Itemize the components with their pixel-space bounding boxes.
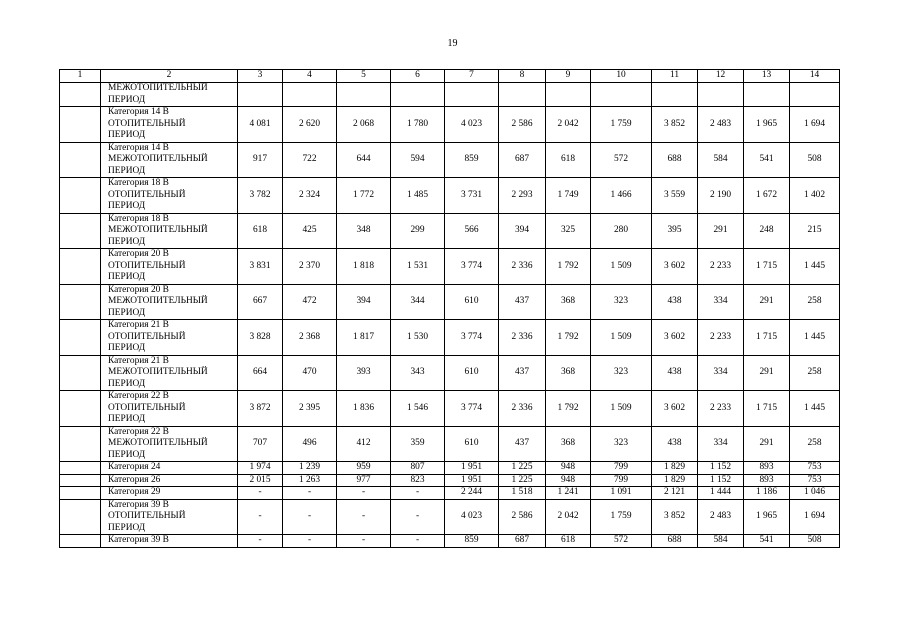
column-header-row [60, 70, 840, 83]
row-label-line: Категория 18 В [108, 213, 169, 224]
value-cell: 541 [744, 535, 790, 548]
value-cell: 584 [698, 535, 744, 548]
value-cell: 280 [591, 213, 652, 249]
value-cell: 508 [790, 142, 840, 178]
value-cell: - [283, 535, 337, 548]
value-cell: 1 792 [546, 320, 591, 356]
row-label-line: ПЕРИОД [108, 130, 146, 140]
value-cell: - [391, 535, 445, 548]
value-cell: 572 [591, 142, 652, 178]
row-number-cell [60, 178, 101, 214]
value-cell: 215 [790, 213, 840, 249]
value-cell: 2 395 [283, 391, 337, 427]
value-cell: 1 444 [698, 487, 744, 500]
value-cell: 572 [591, 535, 652, 548]
value-cell: 1 485 [391, 178, 445, 214]
column-header: 13 [744, 70, 790, 83]
row-number-cell [60, 142, 101, 178]
value-cell: 2 620 [283, 107, 337, 143]
value-cell: 667 [238, 284, 283, 320]
column-header: 6 [391, 70, 445, 83]
value-cell: 2 233 [698, 249, 744, 285]
row-label-line: Категория 20 В [108, 249, 169, 259]
value-cell: 1 546 [391, 391, 445, 427]
value-cell: 1 715 [744, 320, 790, 356]
row-number-cell [60, 499, 101, 535]
row-label-line: ПЕРИОД [108, 378, 146, 389]
column-header: 11 [652, 70, 698, 83]
table-row [60, 474, 840, 487]
row-label-line: Категория 18 В [108, 178, 169, 188]
value-cell [591, 83, 652, 107]
table-row [60, 499, 840, 535]
value-cell [698, 83, 744, 107]
table-row [60, 213, 840, 249]
row-label-line: ПЕРИОД [108, 414, 146, 424]
row-label-line: ПЕРИОД [108, 449, 146, 460]
row-label-line: ОТОПИТЕЛЬНЫЙ [108, 118, 186, 129]
column-header: 14 [790, 70, 840, 83]
row-label-line: ОТОПИТЕЛЬНЫЙ [108, 402, 186, 413]
row-number-cell [60, 474, 101, 487]
page-number: 19 [447, 38, 458, 49]
value-cell: 610 [445, 355, 499, 391]
column-header: 1 [60, 70, 101, 83]
value-cell: 610 [445, 284, 499, 320]
value-cell [790, 83, 840, 107]
value-cell: 977 [337, 474, 391, 487]
value-cell: 1 792 [546, 249, 591, 285]
value-cell: 584 [698, 142, 744, 178]
value-cell: 1 509 [591, 320, 652, 356]
value-cell: 368 [546, 284, 591, 320]
value-cell: 823 [391, 474, 445, 487]
column-header: 7 [445, 70, 499, 83]
value-cell: 291 [744, 284, 790, 320]
value-cell: 566 [445, 213, 499, 249]
row-label-line: ОТОПИТЕЛЬНЫЙ [108, 260, 186, 271]
column-header: 5 [337, 70, 391, 83]
value-cell [238, 83, 283, 107]
value-cell: 917 [238, 142, 283, 178]
row-label-line: Категория 21 В [108, 355, 169, 366]
row-number-cell [60, 487, 101, 500]
value-cell: 1 672 [744, 178, 790, 214]
table-row [60, 178, 840, 214]
value-cell: 1 749 [546, 178, 591, 214]
value-cell: 2 336 [499, 391, 546, 427]
table-row [60, 320, 840, 356]
row-label-line: Категория 21 В [108, 320, 169, 330]
value-cell: 959 [337, 462, 391, 475]
row-label-line: Категория 14 В [108, 107, 169, 117]
value-cell: 368 [546, 426, 591, 462]
value-cell: - [391, 487, 445, 500]
value-cell: 291 [744, 355, 790, 391]
value-cell: 688 [652, 142, 698, 178]
row-label-line: МЕЖОТОПИТЕЛЬНЫЙ [108, 154, 208, 164]
value-cell: 664 [238, 355, 283, 391]
value-cell: 1 225 [499, 462, 546, 475]
row-label-line: Категория 39 В [108, 499, 169, 510]
value-cell: 1 152 [698, 462, 744, 475]
value-cell: 1 974 [238, 462, 283, 475]
value-cell: 1 715 [744, 391, 790, 427]
table-row [60, 535, 840, 548]
value-cell: 2 121 [652, 487, 698, 500]
value-cell: - [238, 499, 283, 535]
row-label-line: Категория 22 В [108, 426, 169, 437]
value-cell: 359 [391, 426, 445, 462]
row-label-line: ПЕРИОД [108, 522, 146, 533]
table-row [60, 355, 840, 391]
value-cell: 323 [591, 284, 652, 320]
value-cell: 258 [790, 355, 840, 391]
value-cell: 2 244 [445, 487, 499, 500]
value-cell: 1 239 [283, 462, 337, 475]
value-cell: 325 [546, 213, 591, 249]
row-label-line: ПЕРИОД [108, 201, 146, 211]
value-cell: 1 046 [790, 487, 840, 500]
value-cell: 1 965 [744, 499, 790, 535]
value-cell: 893 [744, 474, 790, 487]
row-label-line: Категория 39 В [108, 535, 169, 545]
row-label-cell [101, 142, 238, 178]
row-label-line: ОТОПИТЕЛЬНЫЙ [108, 511, 186, 521]
value-cell [499, 83, 546, 107]
value-cell: 1 402 [790, 178, 840, 214]
value-cell: 3 831 [238, 249, 283, 285]
value-cell: 687 [499, 535, 546, 548]
row-label-line: ОТОПИТЕЛЬНЫЙ [108, 189, 186, 200]
value-cell: 1 792 [546, 391, 591, 427]
value-cell: 707 [238, 426, 283, 462]
value-cell: 334 [698, 426, 744, 462]
table-row [60, 426, 840, 462]
row-label-cell [101, 462, 238, 475]
value-cell: 3 731 [445, 178, 499, 214]
value-cell: 472 [283, 284, 337, 320]
value-cell: 3 559 [652, 178, 698, 214]
value-cell: 1 091 [591, 487, 652, 500]
value-cell: 2 293 [499, 178, 546, 214]
row-label-line: ПЕРИОД [108, 307, 146, 318]
value-cell: 807 [391, 462, 445, 475]
value-cell: 395 [652, 213, 698, 249]
value-cell: 1 530 [391, 320, 445, 356]
value-cell: 412 [337, 426, 391, 462]
value-cell: 1 445 [790, 391, 840, 427]
row-number-cell [60, 355, 101, 391]
value-cell: 3 852 [652, 499, 698, 535]
value-cell: 859 [445, 535, 499, 548]
value-cell: 3 872 [238, 391, 283, 427]
value-cell [337, 83, 391, 107]
value-cell: 1 817 [337, 320, 391, 356]
table-row [60, 83, 840, 107]
value-cell: 393 [337, 355, 391, 391]
row-label-line: ПЕРИОД [108, 343, 146, 353]
row-number-cell [60, 107, 101, 143]
row-label-line: Категория 24 [108, 462, 161, 472]
value-cell: 3 782 [238, 178, 283, 214]
table-row [60, 462, 840, 475]
value-cell: 1 694 [790, 499, 840, 535]
value-cell: 610 [445, 426, 499, 462]
value-cell: 753 [790, 474, 840, 487]
value-cell: 2 042 [546, 107, 591, 143]
value-cell: - [283, 499, 337, 535]
value-cell: 1 829 [652, 474, 698, 487]
value-cell: 1 694 [790, 107, 840, 143]
row-label-line: Категория 29 [108, 487, 161, 497]
value-cell: 2 068 [337, 107, 391, 143]
value-cell: 3 602 [652, 320, 698, 356]
value-cell: 438 [652, 426, 698, 462]
value-cell: 2 483 [698, 499, 744, 535]
value-cell: 323 [591, 355, 652, 391]
value-cell: 2 370 [283, 249, 337, 285]
row-label-line: МЕЖОТОПИТЕЛЬНЫЙ [108, 296, 208, 306]
row-number-cell [60, 426, 101, 462]
value-cell [546, 83, 591, 107]
value-cell: - [238, 487, 283, 500]
value-cell: 2 233 [698, 391, 744, 427]
tariff-table [59, 69, 840, 548]
row-label-line: МЕЖОТОПИТЕЛЬНЫЙ [108, 83, 208, 93]
value-cell: 1 951 [445, 462, 499, 475]
value-cell: 258 [790, 426, 840, 462]
value-cell: 470 [283, 355, 337, 391]
row-label-line: ОТОПИТЕЛЬНЫЙ [108, 331, 186, 342]
row-number-cell [60, 213, 101, 249]
table-row [60, 249, 840, 285]
value-cell: 508 [790, 535, 840, 548]
value-cell: 1 836 [337, 391, 391, 427]
value-cell: 437 [499, 355, 546, 391]
value-cell: 893 [744, 462, 790, 475]
value-cell: 343 [391, 355, 445, 391]
value-cell: 1 965 [744, 107, 790, 143]
row-number-cell [60, 320, 101, 356]
value-cell [391, 83, 445, 107]
value-cell: 1 780 [391, 107, 445, 143]
value-cell: 2 483 [698, 107, 744, 143]
row-label-line: Категория 22 В [108, 391, 169, 401]
value-cell: - [391, 499, 445, 535]
row-label-line: МЕЖОТОПИТЕЛЬНЫЙ [108, 225, 208, 235]
table-row [60, 107, 840, 143]
row-label-line: ПЕРИОД [108, 272, 146, 282]
row-label-line: ПЕРИОД [108, 94, 146, 105]
value-cell: 644 [337, 142, 391, 178]
value-cell: 258 [790, 284, 840, 320]
value-cell: 541 [744, 142, 790, 178]
value-cell: 344 [391, 284, 445, 320]
row-label-cell [101, 474, 238, 487]
value-cell [283, 83, 337, 107]
value-cell: 248 [744, 213, 790, 249]
value-cell: 1 818 [337, 249, 391, 285]
column-header: 12 [698, 70, 744, 83]
value-cell: 2 336 [499, 320, 546, 356]
row-label-line: Категория 26 [108, 474, 161, 485]
table-row [60, 391, 840, 427]
value-cell: 437 [499, 284, 546, 320]
value-cell: 334 [698, 284, 744, 320]
value-cell: 618 [238, 213, 283, 249]
value-cell: 299 [391, 213, 445, 249]
row-label-cell [101, 83, 238, 107]
row-label-cell [101, 249, 238, 285]
value-cell: 3 774 [445, 249, 499, 285]
row-label-cell [101, 426, 238, 462]
value-cell: 394 [499, 213, 546, 249]
value-cell: 1 829 [652, 462, 698, 475]
value-cell: 722 [283, 142, 337, 178]
value-cell: 2 190 [698, 178, 744, 214]
value-cell: 1 445 [790, 320, 840, 356]
value-cell [445, 83, 499, 107]
value-cell: 1 263 [283, 474, 337, 487]
value-cell: 618 [546, 142, 591, 178]
row-label-cell [101, 391, 238, 427]
row-label-cell [101, 535, 238, 548]
value-cell: 425 [283, 213, 337, 249]
value-cell: 753 [790, 462, 840, 475]
value-cell: 437 [499, 426, 546, 462]
value-cell [744, 83, 790, 107]
value-cell: 2 324 [283, 178, 337, 214]
row-label-line: ПЕРИОД [108, 236, 146, 247]
column-header: 10 [591, 70, 652, 83]
value-cell: 438 [652, 355, 698, 391]
value-cell: 3 774 [445, 391, 499, 427]
value-cell: 368 [546, 355, 591, 391]
row-number-cell [60, 391, 101, 427]
value-cell: 2 336 [499, 249, 546, 285]
value-cell: 1 466 [591, 178, 652, 214]
row-label-line: ПЕРИОД [108, 165, 146, 176]
value-cell: 3 774 [445, 320, 499, 356]
value-cell: 1 531 [391, 249, 445, 285]
value-cell: 4 023 [445, 107, 499, 143]
value-cell: 1 241 [546, 487, 591, 500]
value-cell: 1 509 [591, 249, 652, 285]
column-header: 4 [283, 70, 337, 83]
value-cell: 2 233 [698, 320, 744, 356]
row-number-cell [60, 284, 101, 320]
value-cell: 2 586 [499, 499, 546, 535]
value-cell [652, 83, 698, 107]
value-cell: 3 852 [652, 107, 698, 143]
value-cell: 1 225 [499, 474, 546, 487]
row-label-cell [101, 107, 238, 143]
value-cell: 291 [698, 213, 744, 249]
table-row [60, 487, 840, 500]
row-label-line: МЕЖОТОПИТЕЛЬНЫЙ [108, 367, 208, 377]
value-cell: 948 [546, 462, 591, 475]
row-label-cell [101, 178, 238, 214]
value-cell: 799 [591, 474, 652, 487]
value-cell: 3 602 [652, 249, 698, 285]
value-cell: 618 [546, 535, 591, 548]
value-cell: 334 [698, 355, 744, 391]
row-number-cell [60, 462, 101, 475]
row-number-cell [60, 535, 101, 548]
row-number-cell [60, 83, 101, 107]
value-cell: 3 602 [652, 391, 698, 427]
value-cell: 1 152 [698, 474, 744, 487]
value-cell: 859 [445, 142, 499, 178]
column-header: 3 [238, 70, 283, 83]
value-cell: 496 [283, 426, 337, 462]
value-cell: 687 [499, 142, 546, 178]
value-cell: 594 [391, 142, 445, 178]
table-row [60, 284, 840, 320]
row-label-cell [101, 355, 238, 391]
row-label-cell [101, 499, 238, 535]
value-cell: - [337, 487, 391, 500]
value-cell: 2 042 [546, 499, 591, 535]
value-cell: 438 [652, 284, 698, 320]
value-cell: 799 [591, 462, 652, 475]
value-cell: 4 023 [445, 499, 499, 535]
value-cell: - [337, 535, 391, 548]
row-label-cell [101, 487, 238, 500]
row-label-cell [101, 320, 238, 356]
value-cell: - [283, 487, 337, 500]
value-cell: 1 759 [591, 499, 652, 535]
row-label-line: Категория 14 В [108, 142, 169, 153]
value-cell: 3 828 [238, 320, 283, 356]
value-cell: - [337, 499, 391, 535]
value-cell: 348 [337, 213, 391, 249]
row-label-line: МЕЖОТОПИТЕЛЬНЫЙ [108, 438, 208, 448]
value-cell: 1 715 [744, 249, 790, 285]
column-header: 2 [101, 70, 238, 83]
value-cell: 2 586 [499, 107, 546, 143]
value-cell: 948 [546, 474, 591, 487]
value-cell: 1 759 [591, 107, 652, 143]
value-cell: 2 368 [283, 320, 337, 356]
value-cell: 1 509 [591, 391, 652, 427]
value-cell: 394 [337, 284, 391, 320]
value-cell: 1 951 [445, 474, 499, 487]
row-number-cell [60, 249, 101, 285]
value-cell: 2 015 [238, 474, 283, 487]
row-label-cell [101, 284, 238, 320]
value-cell: 1 186 [744, 487, 790, 500]
value-cell: 323 [591, 426, 652, 462]
value-cell: 1 518 [499, 487, 546, 500]
value-cell: 4 081 [238, 107, 283, 143]
value-cell: - [238, 535, 283, 548]
column-header: 8 [499, 70, 546, 83]
value-cell: 1 772 [337, 178, 391, 214]
value-cell: 688 [652, 535, 698, 548]
value-cell: 1 445 [790, 249, 840, 285]
row-label-line: Категория 20 В [108, 284, 169, 295]
column-header: 9 [546, 70, 591, 83]
table-row [60, 142, 840, 178]
value-cell: 291 [744, 426, 790, 462]
row-label-cell [101, 213, 238, 249]
